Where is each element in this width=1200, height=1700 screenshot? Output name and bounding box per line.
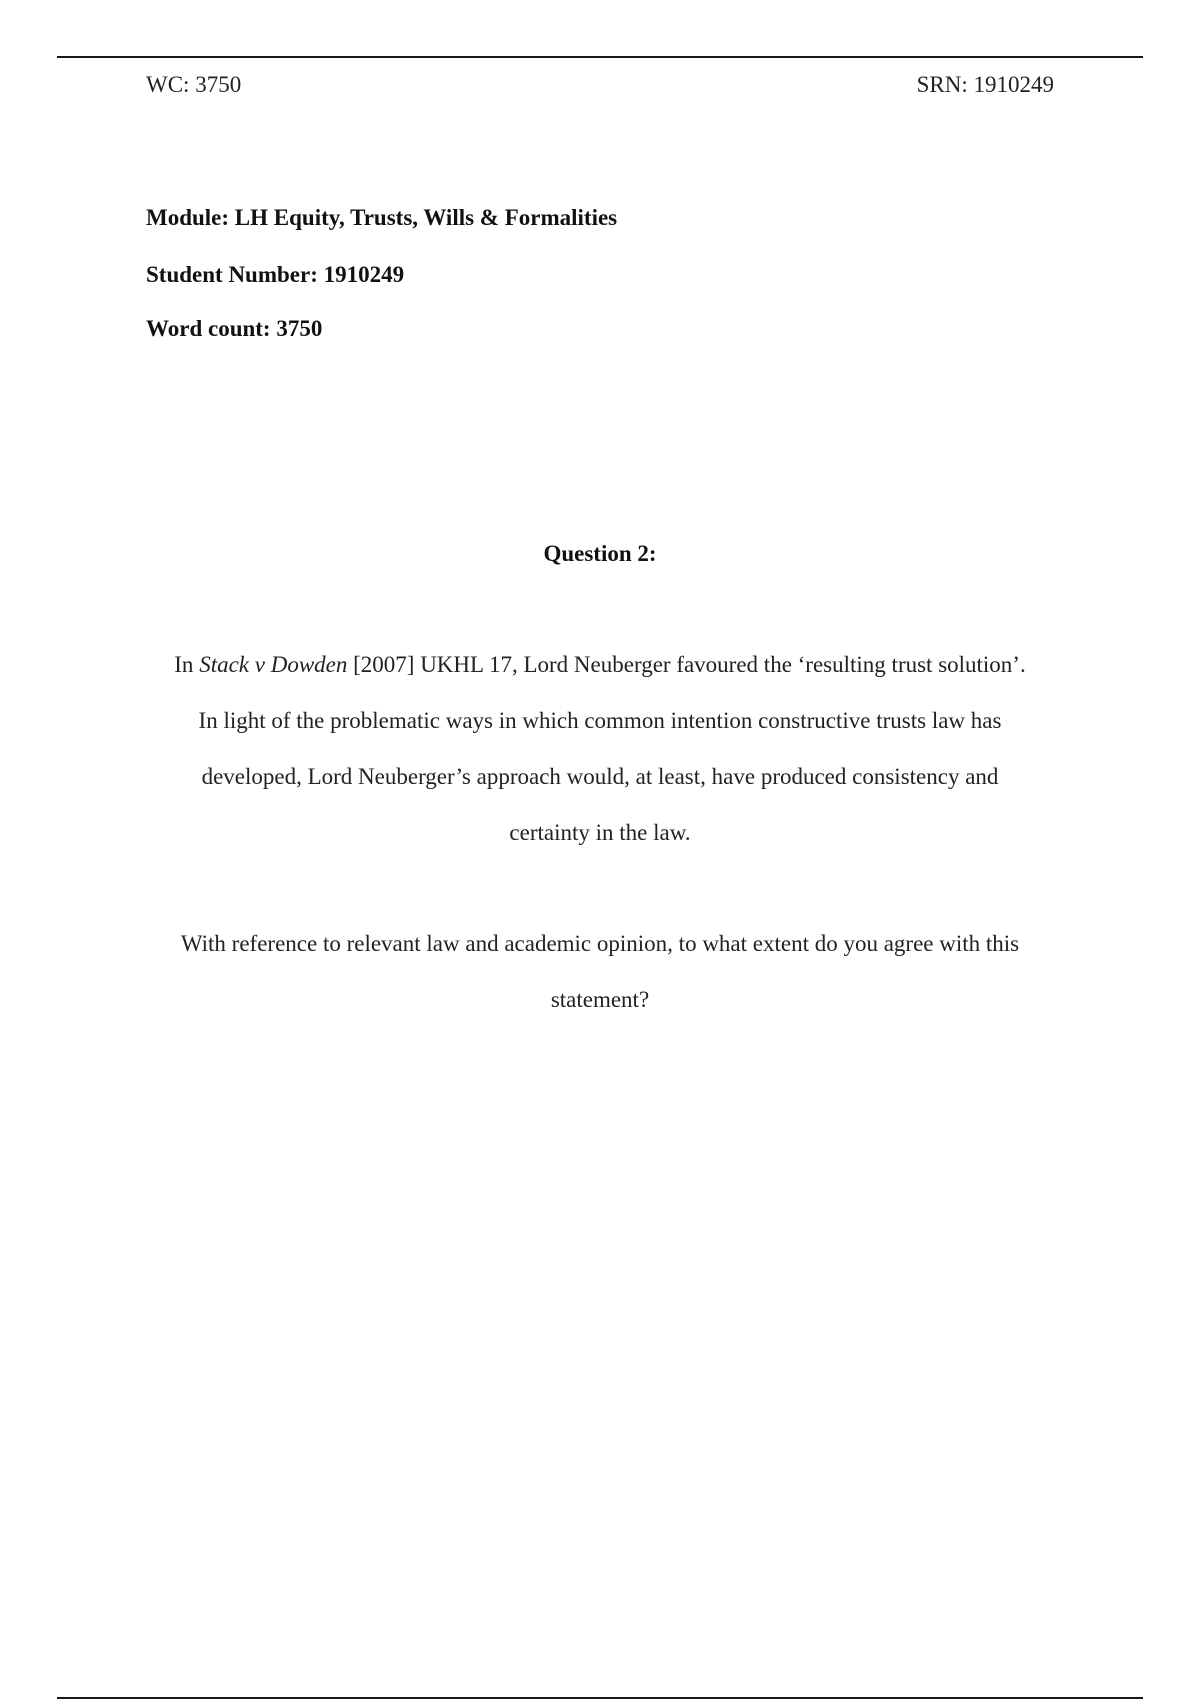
question-paragraph-2 <box>146 916 1054 1028</box>
paragraph-1-line-3: developed, Lord Neuberger’s approach would, at least, have produced consistency and <box>201 764 999 789</box>
paragraph-1-line-4: certainty in the law. <box>509 820 691 845</box>
header-word-count: WC: 3750 <box>146 72 242 97</box>
paragraph-1-line-1 <box>146 637 1054 693</box>
module-line: Module: LH Equity, Trusts, Wills & Formalities <box>146 205 618 230</box>
header-rule <box>57 56 1143 58</box>
student-number-line: Student Number: 1910249 <box>146 262 405 287</box>
line-prefix: In <box>174 652 200 677</box>
footer-rule <box>57 1697 1143 1699</box>
question-paragraph-1 <box>146 637 1054 861</box>
paragraph-2-line-1: With reference to relevant law and academic opinion, to what extent do you agree with this <box>180 931 1020 956</box>
paragraph-2-line-2: statement? <box>550 987 650 1012</box>
line-suffix: [2007] UKHL 17, Lord Neuberger favoured the ‘resulting trust solution’. <box>347 652 1026 677</box>
header-srn: SRN: 1910249 <box>916 72 1054 97</box>
word-count-line: Word count: 3750 <box>146 316 323 341</box>
paragraph-1-line-2: In light of the problematic ways in which common intention constructive trusts law has <box>198 708 1002 733</box>
question-title: Question 2: <box>543 541 657 566</box>
case-name: Stack v Dowden <box>199 652 348 677</box>
